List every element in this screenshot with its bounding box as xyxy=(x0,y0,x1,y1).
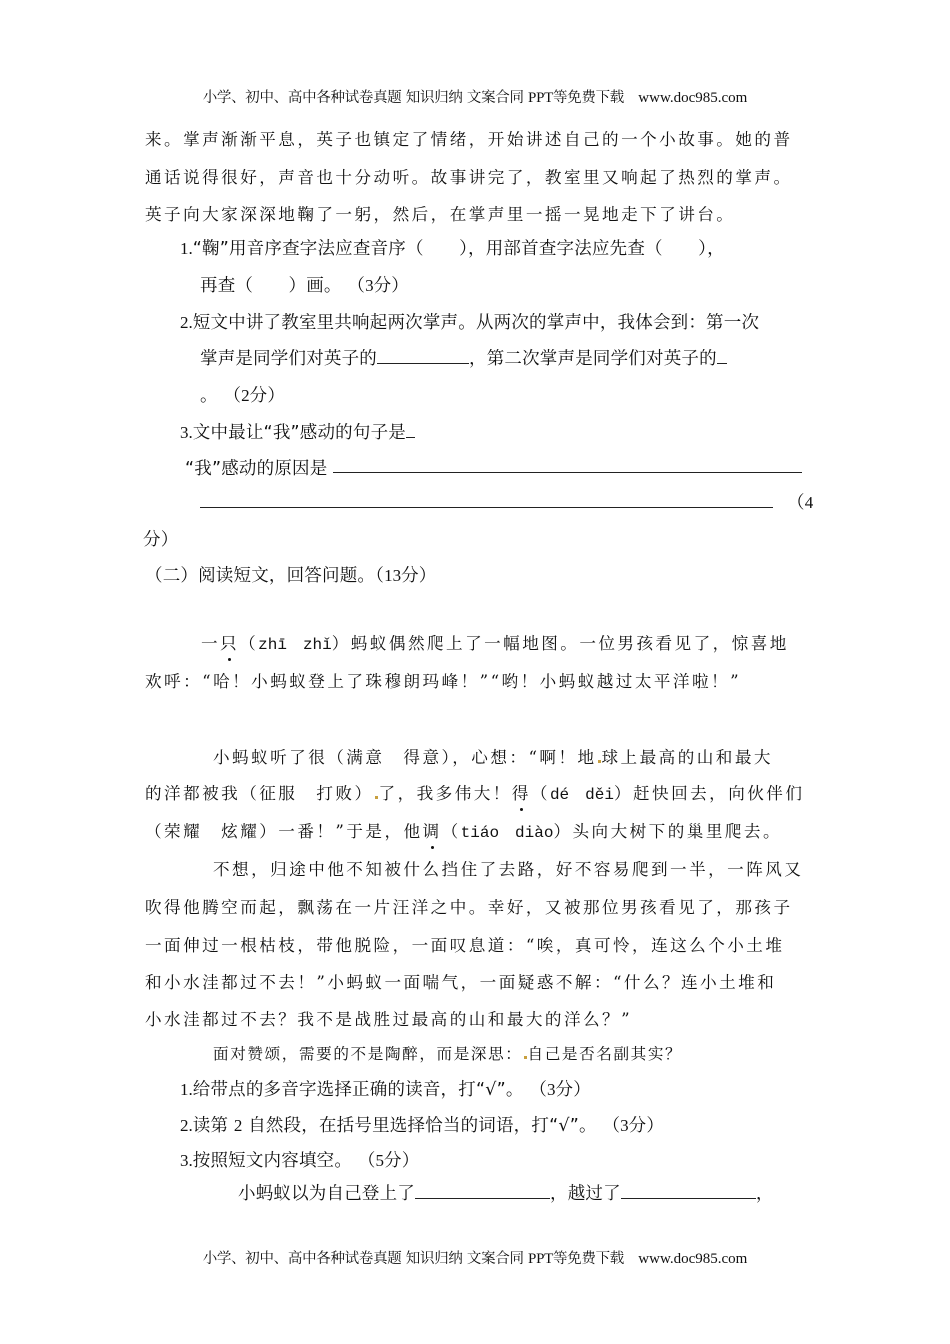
stray-mark xyxy=(598,760,601,763)
question-1-2 xyxy=(180,309,759,334)
passage1-line-3: 英子向大家深深地鞠了一躬，然后，在掌声里一摇一晃地走下了讲台。 xyxy=(145,205,736,224)
text: 小蚂蚁听了很（满意 得意），心想：“啊！地 xyxy=(213,748,597,767)
fill-text: ， xyxy=(755,1184,774,1204)
answer-blank-ocean[interactable] xyxy=(621,1197,756,1199)
answer-line-2[interactable] xyxy=(200,507,773,508)
score-close: 分） xyxy=(384,1151,420,1171)
passage2-p2-line-2 xyxy=(145,780,804,804)
question-2-1 xyxy=(180,1076,591,1101)
score-open: （ xyxy=(347,276,366,296)
section-2-title xyxy=(145,562,436,587)
score-value: 2 xyxy=(241,386,250,405)
passage1-line-2: 通话说得很好，声音也十分动听。故事讲完了，教室里又响起了热烈的掌声。 xyxy=(145,168,793,187)
question-text: 掌声是同学们对英子的 xyxy=(200,349,377,369)
question-text: “我”感动的原因是 xyxy=(185,459,328,479)
passage2-p3-line-4: 和小水洼都过不去！”小蚂蚁一面喘气，一面疑惑不解：“什么？连小土堆和 xyxy=(145,973,777,992)
fill-text: ，越过了 xyxy=(550,1184,621,1204)
header-ppt: PPT xyxy=(528,90,553,106)
footer-text: 小学、初中、高中各种试卷真题 知识归纳 文案合同 xyxy=(202,1251,524,1267)
score-close: 分） xyxy=(555,1080,591,1100)
question-1-2-end xyxy=(200,382,285,407)
word-choice[interactable]: （荣耀 炫耀）一番！”于是，他 xyxy=(145,822,423,841)
answer-line-1[interactable] xyxy=(333,472,802,473)
question-1-3 xyxy=(180,419,415,444)
question-text: 。 xyxy=(200,386,218,406)
page-header xyxy=(0,86,950,107)
dotted-character: 得 xyxy=(511,784,531,803)
question-number: 1. xyxy=(180,239,193,258)
text: （ xyxy=(239,634,259,653)
score-open-q3 xyxy=(787,489,813,514)
answer-blank-3[interactable] xyxy=(406,436,415,438)
text: 面对赞颂，需要的不是陶醉，而是深思： xyxy=(213,1045,523,1063)
score-value: 5 xyxy=(375,1151,385,1170)
question-2-2 xyxy=(180,1112,664,1137)
score-open: （ xyxy=(223,386,242,406)
text: ）赶快回去，向伙伴们 xyxy=(613,784,805,803)
header-text-2: 等免费下载 xyxy=(552,90,624,106)
header-text: 小学、初中、高中各种试卷真题 知识归纳 文案合同 xyxy=(202,90,524,106)
question-2-3 xyxy=(180,1147,419,1172)
score-close: 分） xyxy=(373,276,409,296)
dotted-character: 只 xyxy=(220,634,240,653)
question-text: 自然段，在括号里选择恰当的词语，打“√”。 xyxy=(248,1116,597,1136)
score-open: （ xyxy=(602,1116,621,1136)
question-number: 3. xyxy=(180,423,193,442)
question-number: 2. xyxy=(180,1116,193,1135)
question-1-1 xyxy=(180,235,725,260)
pinyin-options[interactable]: dé děi xyxy=(549,786,614,804)
score-close: 分） xyxy=(628,1116,665,1136)
question-text: 短文中讲了教室里共响起两次掌声。从两次的掌声中，我体会到：第一次 xyxy=(192,313,760,333)
answer-blank-2[interactable] xyxy=(717,362,727,364)
score-open: （ xyxy=(787,493,805,513)
text: 球上最高的山和最大 xyxy=(601,748,773,767)
question-text: 给带点的多音字选择正确的读音，打“√”。 xyxy=(192,1080,524,1100)
score-close: 分） xyxy=(249,386,286,406)
score-value: 3 xyxy=(365,276,374,295)
section-score: 13 xyxy=(384,566,402,585)
score-value: 3 xyxy=(620,1116,629,1135)
stray-mark xyxy=(524,1056,527,1059)
text: 了，我多伟大！ xyxy=(378,784,512,803)
passage2-p4 xyxy=(213,1042,682,1064)
question-text: 文中最让“我”感动的句子是 xyxy=(192,423,406,443)
paragraph-number: 2 xyxy=(233,1116,243,1135)
question-text: 再查（ ）画。 xyxy=(200,276,342,296)
question-number: 1. xyxy=(180,1080,193,1099)
dotted-character: 调 xyxy=(422,822,442,841)
question-number: 3. xyxy=(180,1151,193,1170)
passage2-p2-line-3 xyxy=(145,818,782,842)
pinyin-options[interactable]: zhī zhǐ xyxy=(258,636,332,654)
question-1-2-cont xyxy=(200,345,727,370)
passage1-line-1: 来。掌声渐渐平息，英子也镇定了情绪，开始讲述自己的一个小故事。她的普 xyxy=(145,130,793,149)
footer-text-2: 等免费下载 xyxy=(552,1251,624,1267)
fill-text: 小蚂蚁以为自己登上了 xyxy=(238,1184,415,1204)
answer-blank-1[interactable] xyxy=(377,362,469,364)
question-1-1-cont xyxy=(200,272,409,297)
footer-ppt: PPT xyxy=(528,1251,553,1267)
passage2-p3-line-5: 小水洼都过不去？我不是战胜过最高的山和最大的洋么？” xyxy=(145,1010,633,1029)
section-title-text: （二）阅读短文，回答问题。（ xyxy=(145,566,385,586)
score-value: 4 xyxy=(804,493,814,512)
page-footer xyxy=(0,1247,950,1268)
question-text: 读第 xyxy=(192,1116,229,1136)
answer-blank-mountain[interactable] xyxy=(415,1197,550,1199)
question-1-3-reason xyxy=(185,455,327,480)
text: 一 xyxy=(201,634,221,653)
passage2-p2-line-1 xyxy=(213,744,773,768)
score-close-q3: 分） xyxy=(143,530,179,550)
pinyin-options[interactable]: tiáo diào xyxy=(460,824,554,842)
header-url[interactable]: www.doc985.com xyxy=(638,90,748,106)
text: 自己是否名副其实？ xyxy=(527,1045,683,1063)
question-text: ，第二次掌声是同学们对英子的 xyxy=(469,349,717,369)
text: （ xyxy=(441,822,461,841)
passage2-p3-line-1: 不想，归途中他不知被什么挡住了去路，好不容易爬到一半，一阵风又 xyxy=(213,860,804,879)
score-open: （ xyxy=(357,1151,376,1171)
question-number: 2. xyxy=(180,313,193,332)
footer-url[interactable]: www.doc985.com xyxy=(638,1251,748,1267)
text: ）蚂蚁偶然爬上了一幅地图。一位男孩看见了，惊喜地 xyxy=(331,634,789,653)
passage2-p3-line-2: 吹得他腾空而起，飘荡在一片汪洋之中。幸好，又被那位男孩看见了，那孩子 xyxy=(145,898,793,917)
score-open: （ xyxy=(529,1080,548,1100)
passage2-p1-line-2: 欢呼：“哈！小蚂蚁登上了珠穆朗玛峰！”“哟！小蚂蚁越过太平洋啦！” xyxy=(145,672,741,691)
question-text: 按照短文内容填空。 xyxy=(192,1151,353,1171)
fill-in-line xyxy=(238,1180,774,1205)
text: （ xyxy=(530,784,550,803)
stray-mark xyxy=(375,796,378,799)
score-value: 3 xyxy=(547,1080,556,1099)
passage2-p3-line-3: 一面伸过一根枯枝，带他脱险，一面叹息道：“唉，真可怜，连这么个小土堆 xyxy=(145,936,785,955)
text: ）头向大树下的巢里爬去。 xyxy=(553,822,782,841)
question-text: “鞠”用音序查字法应查音序（ ），用部首查字法应先查（ ）， xyxy=(192,239,725,259)
word-choice[interactable]: 的洋都被我（征服 打败） xyxy=(145,784,374,803)
section-title-end: 分） xyxy=(401,566,437,586)
passage2-p1-line-1 xyxy=(201,630,789,654)
